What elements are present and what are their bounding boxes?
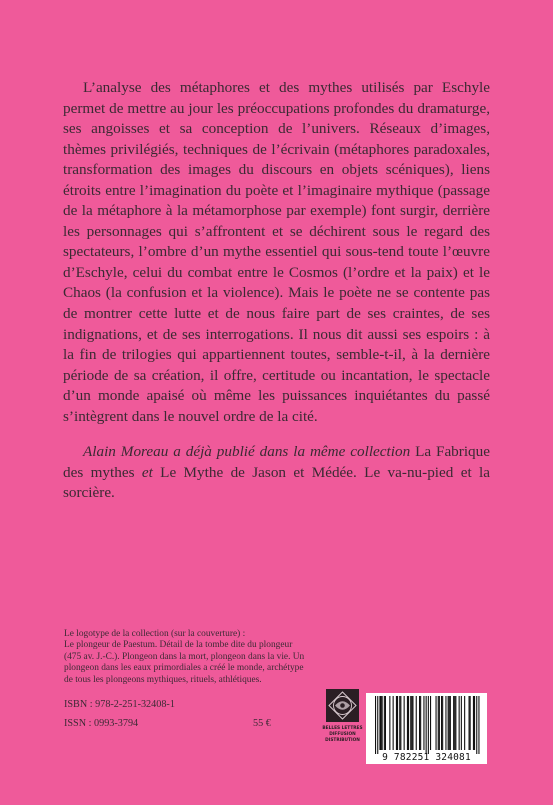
barcode-bar — [473, 696, 474, 750]
barcode-bar — [375, 696, 376, 754]
barcode-bar — [454, 696, 455, 750]
barcode-bar — [438, 696, 439, 750]
barcode-bar — [408, 696, 409, 750]
barcode-bar — [399, 696, 400, 750]
barcode-bar — [448, 696, 449, 750]
barcode-bar — [379, 696, 380, 750]
isbn: ISBN : 978-2-251-32408-1 — [64, 699, 175, 710]
barcode-bar — [476, 696, 477, 754]
barcode-bar — [385, 696, 386, 750]
logotype-caption — [64, 629, 314, 686]
caption-line: plongeon dans les eaux primordiales a créé le monde, archétype — [64, 663, 304, 674]
back-cover-blurb — [63, 78, 490, 504]
blurb-paragraph-2 — [63, 442, 490, 504]
barcode-bar — [430, 696, 431, 750]
issn: ISSN : 0993-3794 — [64, 718, 139, 729]
barcode-bar — [400, 696, 401, 750]
author-note-intro: Alain Moreau a déjà publié dans la même collection — [83, 443, 411, 461]
barcode-bar — [404, 696, 405, 750]
barcode-bar — [384, 696, 385, 750]
barcode-bar — [381, 696, 382, 750]
barcode-bar — [439, 696, 440, 750]
barcode-bar — [420, 696, 421, 750]
caption-line: Le logotype de la collection (sur la couverture) : — [64, 629, 246, 639]
barcode-bar — [459, 696, 460, 750]
barcode-bar — [464, 696, 465, 750]
publisher-logo-icon — [322, 688, 363, 748]
caption-line: (475 av. J.-C.). Plongeon dans la mort, plongeon dans la vie. Un — [64, 651, 305, 662]
barcode-bar — [442, 696, 443, 750]
barcode-bar — [382, 696, 383, 750]
barcode-bar — [419, 696, 420, 750]
barcode-bar — [478, 696, 479, 754]
barcode-bar — [441, 696, 442, 750]
barcode-bar — [407, 696, 408, 750]
barcode-bar — [411, 696, 412, 750]
barcode-digits: 9 782251 324081 — [382, 752, 471, 763]
barcode-bar — [455, 696, 456, 750]
price: 55 € — [253, 718, 271, 729]
logo-text: DIFFUSION — [329, 732, 356, 737]
barcode-bar — [445, 696, 446, 750]
logo-text: BELLES LETTRES — [322, 726, 363, 731]
blurb-paragraph-1: L’analyse des métaphores et des mythes utilisés par Eschyle permet de mettre au jour les préoccupations profondes du dramaturge, ses angoisses et sa conception de l’univers. Réseaux d’images, thèmes privilégiés, techniques de l’écrivain (métaphores paradoxales, transformation des images du discours en objets scéniques), liens étroits entre l’imagination du poète et l’imaginaire mythique (passage de la métaphore à la métamorphose par exemple) font surgir, derrière les personnages qui s’affrontent et se déchirent sous le regard des spectateurs, l’ombre d’un mythe essentiel qui sous-tend toute l’œuvre d’Eschyle, celui du combat entre le Cosmos (l’ordre et la paix) et le Chaos (la confusion et la violence). Mais le poète ne se contente pas de montrer cette lutte et de nous faire part de ses craintes, de ses indignations, et de ses interrogations. Il nous dit aussi ses espoirs : à la fin de trilogies qui appartiennent toutes, semble-t-il, à la dernière période de sa création, il offre, certitude ou incantation, le spectacle d’un monde apaisé où même les puissances inquiétantes du passé s’intègrent dans le nouvel ordre de la cité. — [63, 79, 490, 425]
book-title-1: La Fabrique des mythes — [63, 443, 490, 481]
barcode-bar — [449, 696, 450, 750]
barcode-bar — [470, 696, 471, 750]
book-title-2: Le Mythe de Jason et Médée. Le va-nu-pied et la sorcière. — [63, 463, 490, 502]
publisher-logo — [322, 688, 363, 748]
barcode-bar — [396, 696, 397, 750]
barcode-bar — [461, 696, 462, 750]
caption-line: Le plongeur de Paestum. Détail de la tombe dite du plongeur — [64, 640, 293, 651]
barcode — [366, 693, 487, 764]
barcode-bar — [469, 696, 470, 750]
barcode-bars — [366, 693, 487, 753]
barcode-bar — [412, 696, 413, 750]
barcode-bar — [436, 696, 437, 750]
barcode-bar — [393, 696, 394, 750]
barcode-bar — [453, 696, 454, 750]
barcode-bar — [416, 696, 417, 750]
barcode-bar — [397, 696, 398, 750]
barcode-bar — [389, 696, 390, 750]
logo-text: DISTRIBUTION — [325, 738, 360, 743]
barcode-bar — [410, 696, 411, 750]
caption-line: de tous les plongeons mythiques, rituels, athlétiques. — [64, 674, 262, 685]
barcode-bar — [450, 696, 451, 750]
barcode-bar — [428, 696, 429, 754]
barcode-bar — [474, 696, 475, 750]
barcode-bar — [426, 696, 427, 754]
barcode-bar — [423, 696, 424, 750]
author-note-and: et — [141, 463, 153, 481]
barcode-bar — [377, 696, 378, 754]
